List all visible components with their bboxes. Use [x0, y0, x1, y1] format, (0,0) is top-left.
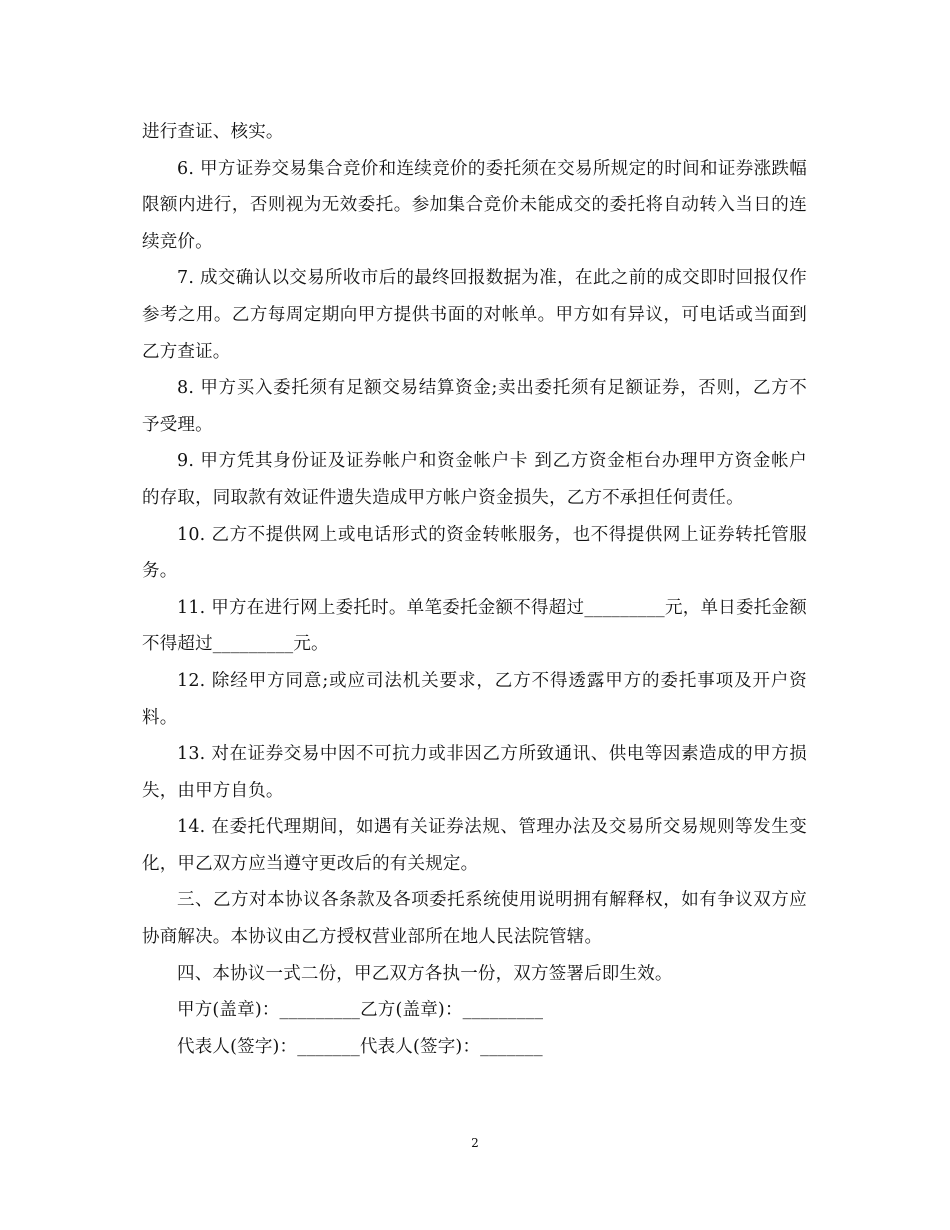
clause-6: 6. 甲方证券交易集合竞价和连续竞价的委托须在交易所规定的时间和证券涨跌幅限额内进行，否则视为无效委托。参加集合竞价未能成交的委托将自动转入当日的连续竞价。: [142, 158, 807, 252]
section-three: 三、乙方对本协议各条款及各项委托系统使用说明拥有解释权，如有争议双方应协商解决。本协议由乙方授权营业部所在地人民法院管辖。: [142, 890, 807, 948]
document-body: [142, 114, 807, 1065]
clause-11: 11. 甲方在进行网上委托时。单笔委托金额不得超过_________元，单日委托金额不得超过_________元。: [142, 597, 807, 655]
clause-10: 10. 乙方不提供网上或电话形式的资金转帐服务，也不得提供网上证券转托管服务。: [142, 524, 807, 582]
page-number: 2: [471, 1136, 479, 1150]
section-four: 四、本协议一式二份，甲乙双方各执一份，双方签署后即生效。: [177, 963, 673, 984]
clause-14: 14. 在委托代理期间，如遇有关证券法规、管理办法及交易所交易规则等发生变化，甲乙双方应当遵守更改后的有关规定。: [142, 817, 807, 874]
signature-representative-line: 代表人(签字)：_______代表人(签字)：_______: [177, 1036, 543, 1057]
clause-12: 12. 除经甲方同意;或应司法机关要求，乙方不得透露甲方的委托事项及开户资料。: [142, 670, 807, 728]
signature-seal-line: 甲方(盖章)：_________乙方(盖章)：_________: [177, 1000, 544, 1021]
clause-7: 7. 成交确认以交易所收市后的最终回报数据为准，在此之前的成交即时回报仅作参考之用。乙方每周定期向甲方提供书面的对帐单。甲方如有异议，可电话或当面到乙方查证。: [142, 268, 807, 362]
clause-13: 13. 对在证券交易中因不可抗力或非因乙方所致通讯、供电等因素造成的甲方损失，由甲方自负。: [142, 744, 807, 801]
continuation-text: 进行查证、核实。: [142, 122, 284, 142]
clause-8: 8. 甲方买入委托须有足额交易结算资金;卖出委托须有足额证券，否则，乙方不予受理。: [142, 378, 807, 435]
clause-9: 9. 甲方凭其身份证及证券帐户和资金帐户卡 到乙方资金柜台办理甲方资金帐户的存取，同取款有效证件遗失造成甲方帐户资金损失，乙方不承担任何责任。: [142, 451, 807, 508]
